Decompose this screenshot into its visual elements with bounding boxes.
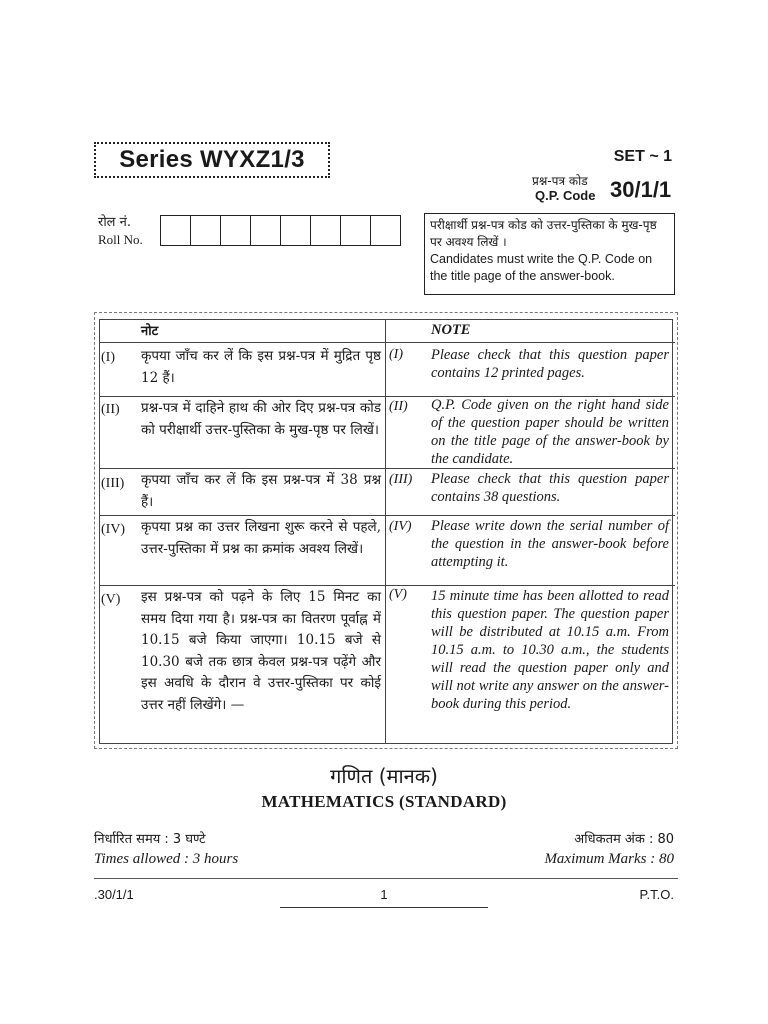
max-marks-hindi: अधिकतम अंक : 80 — [574, 832, 674, 847]
roll-digit-box[interactable] — [341, 216, 371, 245]
roll-digit-box[interactable] — [251, 216, 281, 245]
footer-underline — [280, 907, 488, 908]
subject-title-english: MATHEMATICS (STANDARD) — [261, 792, 507, 811]
roll-number-boxes[interactable] — [160, 215, 401, 246]
series-label: Series WYXZ1/3 — [94, 142, 330, 178]
notes-row-divider — [99, 342, 675, 343]
qp-code-hindi-label: प्रश्न-पत्र कोड — [532, 174, 588, 188]
note-number-hindi: (V) — [101, 592, 121, 607]
roll-number-hindi-label: रोल नं. — [98, 215, 131, 230]
footer-paper-code: .30/1/1 — [94, 887, 134, 902]
notes-row-divider — [99, 468, 675, 469]
roll-digit-box[interactable] — [221, 216, 251, 245]
note-text-hindi: कृपया जाँच कर लें कि इस प्रश्न-पत्र में मुद्रित पृष्ठ 12 हैं। — [141, 348, 381, 386]
note-text-hindi: कृपया जाँच कर लें कि इस प्रश्न-पत्र में 38 प्रश्न हैं। — [141, 472, 381, 510]
qp-code-label: Q.P. Code — [535, 188, 596, 203]
time-allowed-english: Times allowed : 3 hours — [94, 851, 239, 867]
note-text-english: Please check that this question paper contains 12 printed pages. — [431, 347, 669, 381]
roll-digit-box[interactable] — [191, 216, 221, 245]
note-text-english: Q.P. Code given on the right hand side of the question paper should be written on the title page of the answer-book by the candidate. — [431, 397, 669, 467]
subject-title-hindi: गणित (मानक) — [330, 764, 438, 788]
roll-digit-box[interactable] — [371, 216, 400, 245]
roll-digit-box[interactable] — [311, 216, 341, 245]
notes-table — [94, 312, 678, 749]
notes-row-divider — [99, 515, 675, 516]
instruction-english: Candidates must write the Q.P. Code on the title page of the answer-book. — [430, 252, 653, 283]
note-number-english: (III) — [389, 472, 413, 487]
notes-english-header: NOTE — [431, 322, 471, 338]
roll-digit-box[interactable] — [281, 216, 311, 245]
note-number-hindi: (III) — [101, 476, 125, 491]
note-text-hindi: इस प्रश्न-पत्र को पढ़ने के लिए 15 मिनट का समय दिया गया है। प्रश्न-पत्र का वितरण पूर्वाह्न में 10.15 बजे किया जाएगा। 10.15 बजे से 10.30 बजे तक छात्र केवल प्रश्न-पत्र पढ़ेंगे और इस अवधि के दौरान वे उत्तर-पुस्तिका पर कोई उत्तर नहीं लिखेंगे। — — [141, 589, 381, 713]
max-marks-english: Maximum Marks : 80 — [544, 851, 674, 867]
notes-row-divider — [99, 585, 675, 586]
note-number-hindi: (II) — [101, 402, 120, 417]
note-text-english: Please check that this question paper contains 38 questions. — [431, 471, 669, 505]
instruction-hindi: परीक्षार्थी प्रश्न-पत्र कोड को उत्तर-पुस्तिका के मुख-पृष्ठ पर अवश्य लिखें । — [430, 218, 657, 249]
note-number-english: (IV) — [389, 519, 412, 534]
roll-number-label: Roll No. — [98, 232, 143, 247]
notes-hindi-header: नोट — [141, 324, 159, 339]
roll-digit-box[interactable] — [161, 216, 191, 245]
footer-pto: P.T.O. — [639, 887, 674, 902]
qp-code-value: 30/1/1 — [610, 177, 672, 202]
candidate-instruction-box — [424, 213, 675, 295]
footer-page-number: 1 — [380, 887, 388, 902]
footer-divider — [94, 878, 678, 879]
notes-column-divider — [385, 319, 386, 744]
note-text-hindi: प्रश्न-पत्र में दाहिने हाथ की ओर दिए प्रश्न-पत्र कोड को परीक्षार्थी उत्तर-पुस्तिका के मुख-पृष्ठ पर लिखें। — [141, 400, 381, 438]
note-text-english: 15 minute time has been allotted to read this question paper. The question paper will be distributed at 10.15 a.m. From 10.15 a.m. to 10.30 a.m., the students will read the question paper only and will not write any answer on the answer-book during this period. — [431, 588, 669, 712]
note-number-hindi: (IV) — [101, 522, 126, 537]
note-number-english: (II) — [389, 399, 408, 414]
note-number-hindi: (I) — [101, 350, 115, 365]
note-text-english: Please write down the serial number of the question in the answer-book before attempting it. — [431, 518, 669, 570]
set-label: SET ~ 1 — [613, 148, 672, 165]
note-text-hindi: कृपया प्रश्न का उत्तर लिखना शुरू करने से पहले, उत्तर-पुस्तिका में प्रश्न का क्रमांक अवश्य लिखें। — [141, 519, 381, 557]
time-allowed-hindi: निर्धारित समय : 3 घण्टे — [94, 832, 206, 847]
note-number-english: (I) — [389, 347, 403, 362]
note-number-english: (V) — [389, 587, 407, 602]
